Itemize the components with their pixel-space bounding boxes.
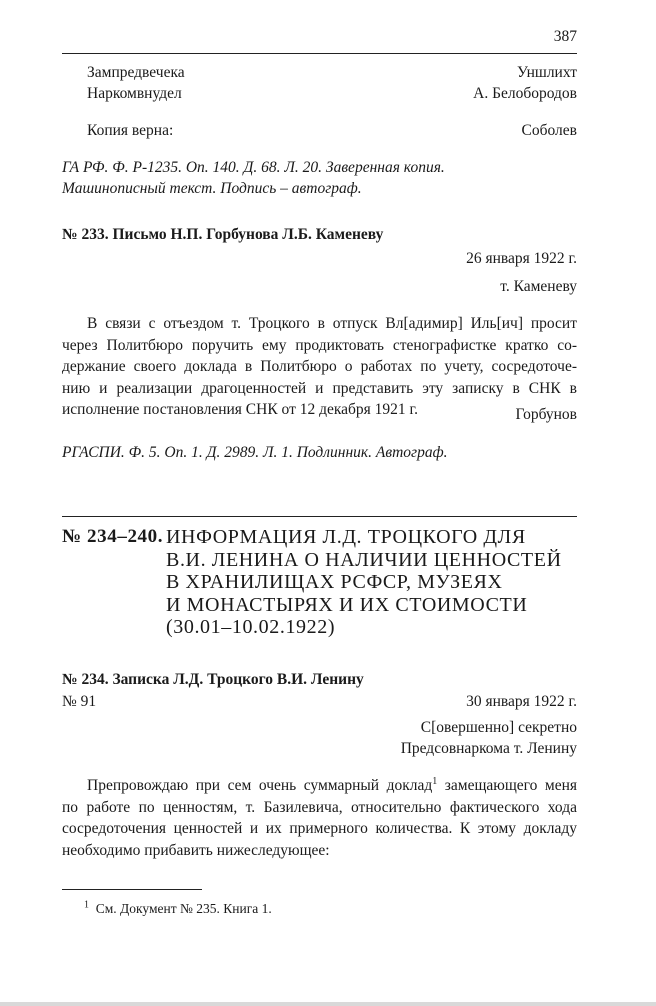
footnote-reference: 1	[432, 775, 438, 787]
archive-note-line: ГА РФ. Ф. Р-1235. Оп. 140. Д. 68. Л. 20. Заверенная копия.	[62, 159, 445, 176]
section-number: № 234–240.	[62, 526, 164, 547]
body-line: исполнение постановления СНК от 12 декабря 1921 г.	[62, 401, 419, 419]
section-title-dates: (30.01–10.02.1922)	[166, 616, 336, 638]
signature-name: Уншлихт	[516, 64, 577, 81]
header-rule	[62, 53, 577, 54]
document-234-secrecy: С[овершенно] секретно	[420, 719, 577, 736]
section-rule	[62, 516, 577, 517]
document-233-signature: Горбунов	[515, 406, 577, 423]
section-title-line: ИНФОРМАЦИЯ Л.Д. ТРОЦКОГО ДЛЯ	[166, 526, 526, 548]
section-title-line: В.И. ЛЕНИНА О НАЛИЧИИ ЦЕННОСТЕЙ	[166, 548, 562, 571]
body-line: через Политбюро поручить ему продиктовать стенографистке кратко со-	[62, 336, 577, 354]
body-text: замещающего меня	[437, 777, 577, 794]
body-line: необходимо прибавить нижеследующее:	[62, 841, 330, 859]
copy-verified-row	[87, 120, 577, 141]
body-line: нию и реализации драгоценностей и представить эту записку в СНК в	[62, 379, 577, 397]
body-line: В связи с отъездом т. Троцкого в отпуск Вл[адимир] Иль[ич] просит	[87, 315, 577, 332]
body-line: сосредоточения ценностей и их примерного количества. К этому докладу	[62, 820, 577, 838]
document-233-addressee: т. Каменеву	[500, 278, 577, 295]
document-234-title: № 234. Записка Л.Д. Троцкого В.И. Ленину	[62, 671, 364, 688]
archive-note-line: Машинописный текст. Подпись – автограф.	[62, 180, 362, 197]
footnote-mark: 1	[84, 899, 89, 911]
signature-title: Зампредвечека	[87, 64, 185, 81]
copy-verified-label: Копия верна:	[87, 122, 174, 139]
document-233-body	[62, 313, 577, 421]
page-number: 387	[553, 28, 577, 45]
signature-name: А. Белобородов	[473, 85, 577, 102]
body-line: по работе по ценностям, т. Базилевича, относительно фактического хода	[62, 798, 577, 816]
signature-row	[87, 62, 577, 83]
document-233-date: 26 января 1922 г.	[466, 250, 577, 267]
copy-verified-name: Соболев	[521, 122, 577, 139]
body-line: держание своего доклада в Политбюро о работах по учету, сосредоточе-	[62, 358, 577, 376]
document-234-addressee: Предсовнаркома т. Ленину	[400, 740, 577, 757]
body-line	[62, 775, 577, 797]
document-234-number: № 91	[62, 693, 97, 710]
footnote	[84, 900, 272, 918]
body-text: Препровождаю при сем очень суммарный доклад	[87, 777, 433, 794]
document-233-archive: РГАСПИ. Ф. 5. Оп. 1. Д. 2989. Л. 1. Подлинник. Автограф.	[62, 444, 448, 461]
signature-row	[87, 83, 577, 104]
section-title-line: И МОНАСТЫРЯХ И ИХ СТОИМОСТИ	[166, 593, 528, 616]
document-233-title: № 233. Письмо Н.П. Горбунова Л.Б. Каменеву	[62, 226, 384, 243]
signature-title: Наркомвнудел	[87, 85, 182, 102]
document-234-date: 30 января 1922 г.	[466, 693, 577, 710]
footnote-text: См. Документ № 235. Книга 1.	[95, 901, 272, 916]
document-234-body	[62, 775, 577, 861]
footnote-rule	[62, 889, 202, 890]
section-title-line: В ХРАНИЛИЩАХ РСФСР, МУЗЕЯХ	[166, 571, 503, 593]
page-bottom-edge	[0, 1002, 656, 1006]
